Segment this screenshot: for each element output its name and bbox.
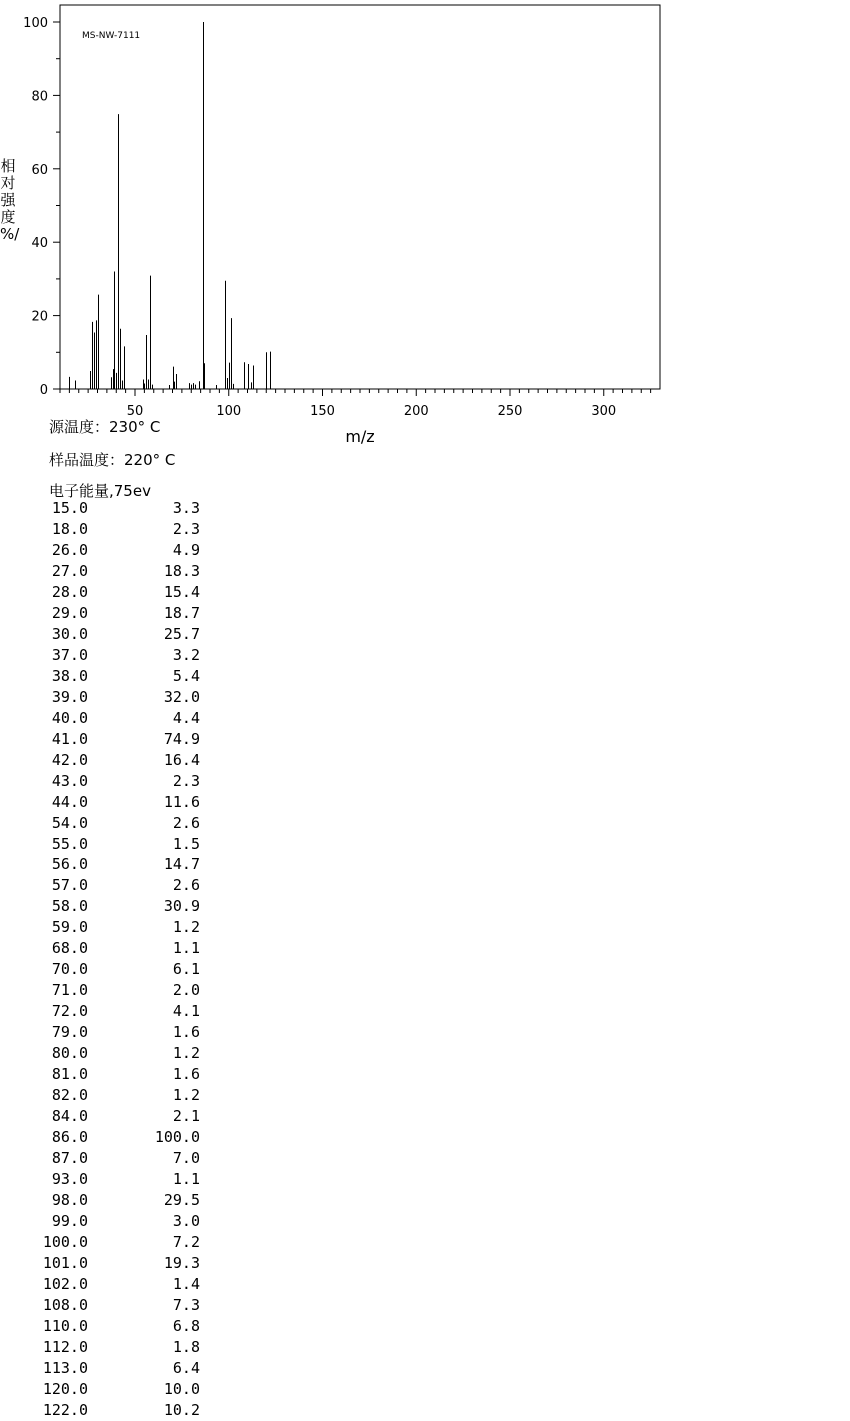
peak-mz: 29.0 (51, 603, 88, 622)
peak-table-row (30, 959, 200, 980)
peak-mz: 56.0 (51, 855, 88, 874)
peak-mz: 26.0 (51, 540, 88, 559)
peak-mz: 15.0 (51, 499, 88, 517)
peak-table-row (30, 1148, 200, 1169)
peak-intensity: 7.2 (172, 1232, 200, 1251)
peak-table-row (30, 750, 200, 771)
x-tick-label: 150 (310, 404, 335, 419)
peak-mz: 72.0 (51, 1002, 88, 1021)
peak-table-row (30, 875, 200, 896)
peak-table-row (30, 1253, 200, 1274)
peak-table-row (30, 687, 200, 708)
peak-intensity: 1.1 (172, 939, 200, 958)
mass-spectrum-chart (0, 0, 680, 450)
peak-table-row (30, 1379, 200, 1400)
y-axis-title-char: 相 (0, 157, 16, 175)
sample-temperature: 样品温度：220° C (49, 451, 176, 469)
peak-intensity: 25.7 (163, 624, 200, 643)
peak-mz: 40.0 (51, 708, 88, 727)
x-tick-label: 250 (497, 404, 523, 419)
peak-intensity: 2.0 (172, 981, 200, 1000)
y-axis-title-char: 强 (0, 191, 16, 209)
y-axis-title-char: %/ (0, 225, 20, 243)
peak-table-row (30, 1358, 200, 1379)
peak-intensity: 15.4 (163, 582, 200, 601)
peak-table-row (30, 1085, 200, 1106)
spectrum-code-label: MS-NW-7111 (82, 31, 141, 41)
peak-mz: 59.0 (51, 918, 88, 937)
peak-intensity: 7.3 (172, 1295, 200, 1314)
peak-table-row (30, 561, 200, 582)
peak-mz: 79.0 (51, 1023, 88, 1042)
peak-mz: 101.0 (42, 1253, 88, 1272)
peak-intensity: 3.3 (172, 499, 200, 517)
peak-mz: 37.0 (51, 645, 88, 664)
peak-mz: 55.0 (51, 834, 88, 853)
peak-table-row (30, 896, 200, 917)
peak-table-row (30, 834, 200, 855)
peak-intensity: 4.4 (172, 708, 200, 727)
peak-intensity: 30.9 (163, 897, 200, 916)
peak-table-row (30, 1295, 200, 1316)
x-tick-label: 200 (403, 404, 429, 419)
y-axis-title-char: 对 (0, 174, 16, 192)
peak-intensity: 3.2 (172, 645, 200, 664)
peak-mz: 110.0 (42, 1316, 88, 1335)
peak-table-row (30, 1106, 200, 1127)
peak-table-row (30, 1001, 200, 1022)
peak-intensity: 1.2 (172, 1086, 200, 1105)
peak-table-row (30, 917, 200, 938)
y-axis-title-char: 度 (0, 208, 16, 226)
peak-table-row (30, 1190, 200, 1211)
peak-mz: 70.0 (51, 960, 88, 979)
peak-mz: 86.0 (51, 1128, 88, 1147)
source-temperature: 源温度：230° C (49, 418, 161, 436)
peak-mz: 41.0 (51, 729, 88, 748)
peak-intensity: 1.5 (172, 834, 200, 853)
peak-intensity: 2.6 (172, 813, 200, 832)
peak-intensity: 1.4 (172, 1274, 200, 1293)
peak-intensity: 7.0 (172, 1149, 200, 1168)
peak-intensity: 10.0 (163, 1379, 200, 1398)
peak-table-row (30, 708, 200, 729)
peak-table-row (30, 792, 200, 813)
peak-intensity: 16.4 (163, 750, 200, 769)
peak-mz: 54.0 (51, 813, 88, 832)
x-tick-label: 300 (591, 404, 617, 419)
peak-intensity: 19.3 (163, 1253, 200, 1272)
peak-mz: 113.0 (42, 1358, 88, 1377)
y-axis-title (0, 157, 20, 243)
peak-mz: 120.0 (42, 1379, 88, 1398)
y-tick-label: 100 (23, 16, 48, 31)
peak-table-row (30, 729, 200, 750)
peak-mz: 80.0 (51, 1044, 88, 1063)
peak-table-row (30, 813, 200, 834)
peak-table-row (30, 771, 200, 792)
peak-intensity: 18.7 (163, 603, 200, 622)
peak-table-row (30, 1232, 200, 1253)
y-tick-label: 60 (31, 162, 48, 178)
peak-table-row (30, 1316, 200, 1337)
peak-table-row (30, 519, 200, 540)
peak-mz: 42.0 (51, 750, 88, 769)
electron-energy: 电子能量,75ev (49, 482, 151, 500)
peak-intensity: 1.1 (172, 1170, 200, 1189)
peak-table-row (30, 1211, 200, 1232)
peak-intensity: 1.8 (172, 1337, 200, 1356)
peak-mz: 39.0 (51, 687, 88, 706)
peak-mz: 68.0 (51, 939, 88, 958)
peak-mz: 87.0 (51, 1149, 88, 1168)
peak-intensity: 5.4 (172, 666, 200, 685)
peak-mz: 38.0 (51, 666, 88, 685)
peak-table-row (30, 1043, 200, 1064)
peak-mz: 58.0 (51, 897, 88, 916)
peak-table-row (30, 603, 200, 624)
peak-mz: 18.0 (51, 519, 88, 538)
peak-intensity: 74.9 (163, 729, 200, 748)
peak-mz: 112.0 (42, 1337, 88, 1356)
peak-table-row (30, 1064, 200, 1085)
peak-mz: 84.0 (51, 1107, 88, 1126)
peak-mz: 108.0 (42, 1295, 88, 1314)
peak-table-row (30, 1274, 200, 1295)
peak-intensity: 1.6 (172, 1023, 200, 1042)
peak-intensity: 4.9 (172, 540, 200, 559)
peak-mz: 57.0 (51, 876, 88, 895)
peak-intensity: 100.0 (154, 1128, 200, 1147)
peak-table-row (30, 540, 200, 561)
x-tick-label: 100 (216, 404, 242, 419)
x-axis-title: m/z (345, 427, 375, 446)
peak-table-row (30, 666, 200, 687)
y-tick-label: 80 (31, 89, 48, 105)
y-tick-label: 20 (31, 309, 48, 325)
peak-intensity: 2.3 (172, 771, 200, 790)
peak-table-row (30, 1169, 200, 1190)
peak-table-row (30, 582, 200, 603)
peak-mz: 81.0 (51, 1065, 88, 1084)
peak-table-row (30, 1400, 200, 1421)
peak-intensity: 4.1 (172, 1002, 200, 1021)
peak-mz: 99.0 (51, 1211, 88, 1230)
peak-mz: 122.0 (42, 1400, 88, 1419)
peak-intensity: 6.1 (172, 960, 200, 979)
peak-mz: 43.0 (51, 771, 88, 790)
peak-intensity: 18.3 (163, 561, 200, 580)
peak-intensity: 10.2 (163, 1400, 200, 1419)
peak-mz: 44.0 (51, 792, 88, 811)
peak-intensity: 1.2 (172, 1044, 200, 1063)
peak-intensity: 2.3 (172, 519, 200, 538)
x-tick-label: 50 (126, 404, 144, 419)
peak-table-row (30, 624, 200, 645)
peak-mz: 100.0 (42, 1232, 88, 1251)
peak-table-row (30, 1337, 200, 1358)
peak-mz: 82.0 (51, 1086, 88, 1105)
y-tick-label: 40 (31, 236, 48, 252)
y-tick-label: 0 (39, 383, 48, 398)
peak-intensity: 14.7 (163, 855, 200, 874)
peak-mz: 98.0 (51, 1191, 88, 1209)
peak-intensity: 32.0 (163, 687, 200, 706)
peak-mz: 28.0 (51, 582, 88, 601)
peak-intensity: 11.6 (163, 792, 200, 811)
peak-mz: 27.0 (51, 561, 88, 580)
peak-table-row (30, 498, 200, 519)
peak-intensity: 1.2 (172, 918, 200, 937)
peak-intensity: 1.6 (172, 1065, 200, 1084)
peak-intensity: 6.4 (172, 1358, 200, 1377)
peak-intensity: 6.8 (172, 1316, 200, 1335)
peak-mz: 102.0 (42, 1274, 88, 1293)
peak-table-row (30, 980, 200, 1001)
peak-table-row (30, 645, 200, 666)
peak-intensity: 2.1 (172, 1107, 200, 1126)
peak-mz: 93.0 (51, 1170, 88, 1189)
peak-table-row (30, 1127, 200, 1148)
peak-table-row (30, 938, 200, 959)
peak-mz: 30.0 (51, 624, 88, 643)
peak-intensity: 29.5 (163, 1191, 200, 1209)
peak-table-row (30, 1022, 200, 1043)
peak-intensity: 2.6 (172, 876, 200, 895)
peak-mz: 71.0 (51, 981, 88, 1000)
peak-intensity: 3.0 (172, 1211, 200, 1230)
peak-table-row (30, 854, 200, 875)
